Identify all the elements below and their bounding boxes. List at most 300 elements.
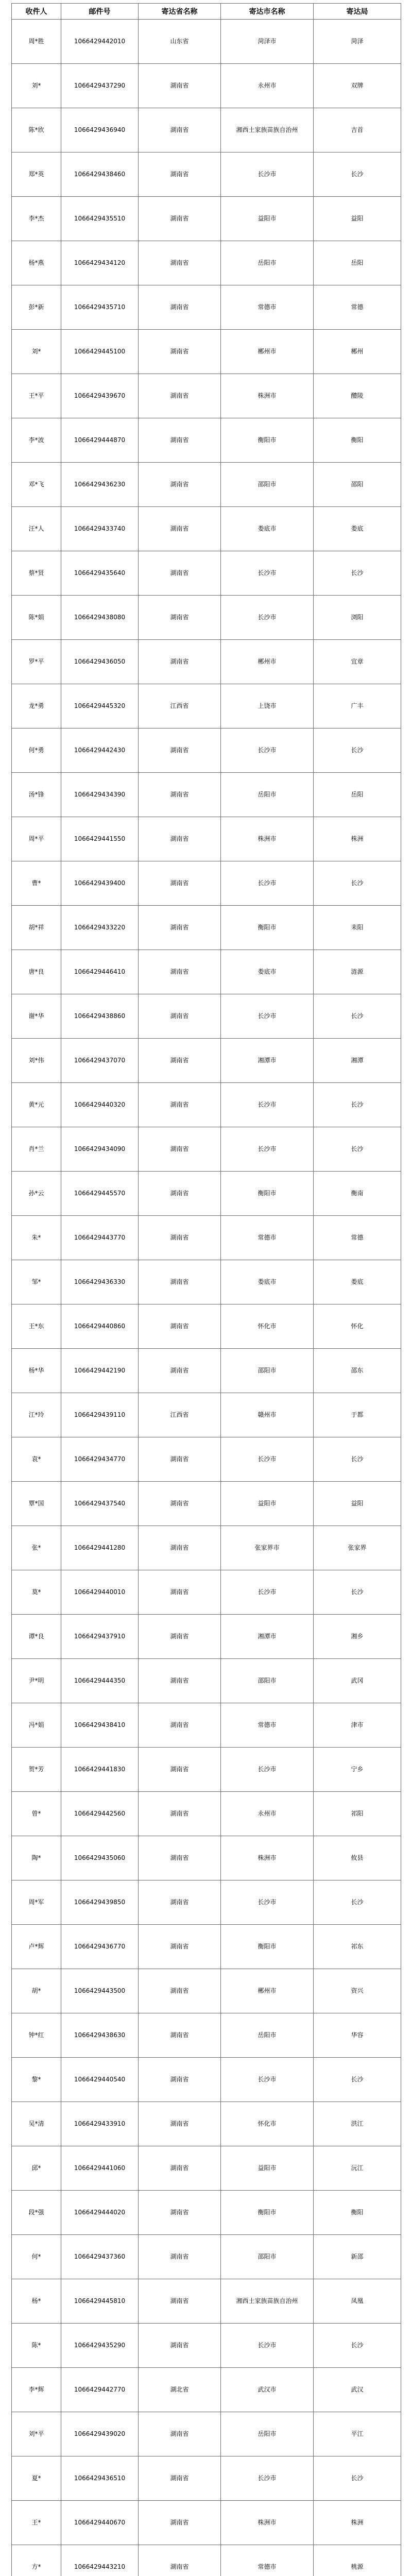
cell-post-office: 凤凰 xyxy=(314,2279,401,2324)
cell-province: 湖南省 xyxy=(139,197,221,241)
cell-recipient: 周*军 xyxy=(12,1880,61,1925)
cell-mail-number: 1066429436050 xyxy=(61,640,139,684)
table-row xyxy=(12,418,401,463)
cell-province: 湖南省 xyxy=(139,1482,221,1526)
cell-mail-number: 1066429435060 xyxy=(61,1836,139,1880)
cell-recipient: 胡*祥 xyxy=(12,906,61,950)
cell-post-office: 湘潭 xyxy=(314,1039,401,1083)
cell-post-office: 耒阳 xyxy=(314,906,401,950)
cell-province: 湖南省 xyxy=(139,1437,221,1482)
cell-recipient: 吴*清 xyxy=(12,2102,61,2146)
cell-mail-number: 1066429436510 xyxy=(61,2456,139,2501)
cell-mail-number: 1066429438860 xyxy=(61,994,139,1039)
cell-post-office: 长沙 xyxy=(314,1437,401,1482)
cell-province: 湖南省 xyxy=(139,1659,221,1703)
cell-recipient: 王*平 xyxy=(12,374,61,418)
table-row xyxy=(12,861,401,906)
cell-recipient: 邱* xyxy=(12,2146,61,2191)
header-province: 寄达省名称 xyxy=(139,4,221,20)
cell-province: 湖南省 xyxy=(139,1615,221,1659)
cell-post-office: 长沙 xyxy=(314,1127,401,1172)
header-mail-number: 邮件号 xyxy=(61,4,139,20)
cell-mail-number: 1066429438630 xyxy=(61,2013,139,2058)
table-row xyxy=(12,2324,401,2368)
table-row xyxy=(12,1482,401,1526)
cell-province: 湖南省 xyxy=(139,1703,221,1748)
table-row xyxy=(12,1836,401,1880)
table-row xyxy=(12,1615,401,1659)
cell-recipient: 刘* xyxy=(12,64,61,108)
cell-province: 湖北省 xyxy=(139,2368,221,2412)
cell-recipient: 周*平 xyxy=(12,817,61,861)
cell-recipient: 卢*辉 xyxy=(12,1925,61,1969)
cell-mail-number: 1066429435290 xyxy=(61,2324,139,2368)
cell-post-office: 宜章 xyxy=(314,640,401,684)
cell-province: 湖南省 xyxy=(139,241,221,285)
cell-mail-number: 1066429442430 xyxy=(61,728,139,773)
table-row xyxy=(12,2058,401,2102)
cell-province: 湖南省 xyxy=(139,1039,221,1083)
table-row xyxy=(12,1703,401,1748)
cell-recipient: 彭*新 xyxy=(12,285,61,330)
cell-city: 永州市 xyxy=(221,1792,314,1836)
cell-post-office: 衡阳 xyxy=(314,2191,401,2235)
cell-city: 湘潭市 xyxy=(221,1039,314,1083)
cell-post-office: 长沙 xyxy=(314,1083,401,1127)
cell-province: 湖南省 xyxy=(139,1260,221,1304)
cell-post-office: 张家界 xyxy=(314,1526,401,1570)
cell-province: 湖南省 xyxy=(139,507,221,551)
cell-province: 湖南省 xyxy=(139,1083,221,1127)
cell-province: 湖南省 xyxy=(139,596,221,640)
cell-province: 湖南省 xyxy=(139,1836,221,1880)
table-row xyxy=(12,1748,401,1792)
cell-province: 湖南省 xyxy=(139,1172,221,1216)
cell-recipient: 覃*国 xyxy=(12,1482,61,1526)
cell-recipient: 王* xyxy=(12,2501,61,2545)
table-row xyxy=(12,152,401,197)
cell-province: 湖南省 xyxy=(139,2545,221,2576)
cell-province: 湖南省 xyxy=(139,2235,221,2279)
cell-city: 邵阳市 xyxy=(221,463,314,507)
cell-city: 武汉市 xyxy=(221,2368,314,2412)
cell-city: 长沙市 xyxy=(221,1127,314,1172)
cell-post-office: 长沙 xyxy=(314,2058,401,2102)
cell-recipient: 莫* xyxy=(12,1570,61,1615)
cell-post-office: 平江 xyxy=(314,2412,401,2456)
cell-mail-number: 1066429439850 xyxy=(61,1880,139,1925)
cell-mail-number: 1066429433740 xyxy=(61,507,139,551)
table-row xyxy=(12,773,401,817)
cell-post-office: 益阳 xyxy=(314,197,401,241)
cell-post-office: 祁阳 xyxy=(314,1792,401,1836)
cell-city: 长沙市 xyxy=(221,1083,314,1127)
table-row xyxy=(12,1216,401,1260)
cell-mail-number: 1066429434090 xyxy=(61,1127,139,1172)
cell-city: 衡阳市 xyxy=(221,906,314,950)
cell-recipient: 黄*元 xyxy=(12,1083,61,1127)
cell-province: 湖南省 xyxy=(139,640,221,684)
cell-province: 湖南省 xyxy=(139,906,221,950)
cell-province: 湖南省 xyxy=(139,2279,221,2324)
cell-post-office: 醴陵 xyxy=(314,374,401,418)
cell-mail-number: 1066429444020 xyxy=(61,2191,139,2235)
cell-province: 湖南省 xyxy=(139,950,221,994)
cell-recipient: 陈*娟 xyxy=(12,596,61,640)
table-row xyxy=(12,596,401,640)
cell-mail-number: 1066429439110 xyxy=(61,1393,139,1437)
cell-mail-number: 1066429433910 xyxy=(61,2102,139,2146)
cell-recipient: 李*杰 xyxy=(12,197,61,241)
table-row xyxy=(12,1969,401,2013)
cell-recipient: 周*胜 xyxy=(12,20,61,64)
cell-city: 上饶市 xyxy=(221,684,314,728)
cell-province: 湖南省 xyxy=(139,728,221,773)
table-row xyxy=(12,684,401,728)
cell-mail-number: 1066429437540 xyxy=(61,1482,139,1526)
cell-recipient: 王*东 xyxy=(12,1304,61,1349)
cell-province: 湖南省 xyxy=(139,1526,221,1570)
cell-city: 株洲市 xyxy=(221,2501,314,2545)
table-row xyxy=(12,1172,401,1216)
table-row xyxy=(12,1260,401,1304)
table-row xyxy=(12,1659,401,1703)
cell-recipient: 唐*良 xyxy=(12,950,61,994)
cell-post-office: 华容 xyxy=(314,2013,401,2058)
cell-city: 株洲市 xyxy=(221,374,314,418)
cell-post-office: 广丰 xyxy=(314,684,401,728)
cell-mail-number: 1066429437070 xyxy=(61,1039,139,1083)
cell-mail-number: 1066429442770 xyxy=(61,2368,139,2412)
cell-province: 湖南省 xyxy=(139,2102,221,2146)
cell-city: 娄底市 xyxy=(221,507,314,551)
cell-mail-number: 1066429445810 xyxy=(61,2279,139,2324)
cell-province: 湖南省 xyxy=(139,463,221,507)
cell-post-office: 洪江 xyxy=(314,2102,401,2146)
cell-mail-number: 1066429442560 xyxy=(61,1792,139,1836)
table-row xyxy=(12,2146,401,2191)
table-row xyxy=(12,1304,401,1349)
cell-city: 岳阳市 xyxy=(221,2412,314,2456)
cell-mail-number: 1066429437910 xyxy=(61,1615,139,1659)
table-row xyxy=(12,374,401,418)
table-row xyxy=(12,2545,401,2576)
cell-recipient: 刘*平 xyxy=(12,2412,61,2456)
table-row xyxy=(12,463,401,507)
cell-mail-number: 1066429444350 xyxy=(61,1659,139,1703)
cell-mail-number: 1066429433220 xyxy=(61,906,139,950)
cell-city: 长沙市 xyxy=(221,1880,314,1925)
cell-city: 长沙市 xyxy=(221,994,314,1039)
cell-mail-number: 1066429438080 xyxy=(61,596,139,640)
cell-post-office: 常德 xyxy=(314,1216,401,1260)
cell-recipient: 钟*红 xyxy=(12,2013,61,2058)
cell-city: 长沙市 xyxy=(221,1748,314,1792)
cell-city: 长沙市 xyxy=(221,861,314,906)
cell-city: 衡阳市 xyxy=(221,418,314,463)
cell-post-office: 长沙 xyxy=(314,861,401,906)
cell-city: 常德市 xyxy=(221,1703,314,1748)
table-row xyxy=(12,330,401,374)
table-row xyxy=(12,197,401,241)
cell-recipient: 夏* xyxy=(12,2456,61,2501)
cell-mail-number: 1066429441280 xyxy=(61,1526,139,1570)
table-row xyxy=(12,728,401,773)
cell-city: 赣州市 xyxy=(221,1393,314,1437)
table-row xyxy=(12,2191,401,2235)
cell-post-office: 长沙 xyxy=(314,2456,401,2501)
cell-city: 岳阳市 xyxy=(221,2013,314,2058)
table-row xyxy=(12,64,401,108)
cell-province: 江西省 xyxy=(139,1393,221,1437)
table-row xyxy=(12,1039,401,1083)
cell-post-office: 武冈 xyxy=(314,1659,401,1703)
cell-province: 湖南省 xyxy=(139,418,221,463)
cell-mail-number: 1066429437360 xyxy=(61,2235,139,2279)
cell-province: 湖南省 xyxy=(139,1880,221,1925)
cell-recipient: 陶* xyxy=(12,1836,61,1880)
cell-post-office: 岳阳 xyxy=(314,241,401,285)
header-recipient: 收件人 xyxy=(12,4,61,20)
cell-mail-number: 1066429440320 xyxy=(61,1083,139,1127)
table-row xyxy=(12,1083,401,1127)
cell-province: 湖南省 xyxy=(139,551,221,596)
table-row xyxy=(12,950,401,994)
cell-mail-number: 1066429436770 xyxy=(61,1925,139,1969)
cell-post-office: 岳阳 xyxy=(314,773,401,817)
table-row xyxy=(12,1349,401,1393)
table-row xyxy=(12,2501,401,2545)
table-row xyxy=(12,241,401,285)
cell-post-office: 邵东 xyxy=(314,1349,401,1393)
cell-city: 湘西土家族苗族自治州 xyxy=(221,108,314,152)
cell-recipient: 邓*飞 xyxy=(12,463,61,507)
cell-recipient: 袁* xyxy=(12,1437,61,1482)
cell-province: 湖南省 xyxy=(139,994,221,1039)
cell-province: 湖南省 xyxy=(139,2324,221,2368)
cell-mail-number: 1066429436330 xyxy=(61,1260,139,1304)
cell-city: 常德市 xyxy=(221,285,314,330)
cell-mail-number: 1066429436230 xyxy=(61,463,139,507)
cell-recipient: 肖*兰 xyxy=(12,1127,61,1172)
cell-city: 长沙市 xyxy=(221,2456,314,2501)
cell-city: 常德市 xyxy=(221,2545,314,2576)
cell-province: 湖南省 xyxy=(139,1304,221,1349)
cell-recipient: 尹*明 xyxy=(12,1659,61,1703)
cell-recipient: 方* xyxy=(12,2545,61,2576)
table-row xyxy=(12,1792,401,1836)
cell-post-office: 宁乡 xyxy=(314,1748,401,1792)
cell-recipient: 何*勇 xyxy=(12,728,61,773)
cell-province: 湖南省 xyxy=(139,330,221,374)
cell-province: 湖南省 xyxy=(139,2456,221,2501)
cell-recipient: 李*辉 xyxy=(12,2368,61,2412)
cell-post-office: 祁东 xyxy=(314,1925,401,1969)
cell-recipient: 罗*平 xyxy=(12,640,61,684)
table-row xyxy=(12,906,401,950)
cell-mail-number: 1066429441550 xyxy=(61,817,139,861)
cell-province: 山东省 xyxy=(139,20,221,64)
cell-post-office: 长沙 xyxy=(314,1570,401,1615)
cell-recipient: 郑*英 xyxy=(12,152,61,197)
table-row xyxy=(12,2368,401,2412)
cell-province: 湖南省 xyxy=(139,285,221,330)
cell-city: 湘西土家族苗族自治州 xyxy=(221,2279,314,2324)
cell-post-office: 长沙 xyxy=(314,152,401,197)
cell-city: 张家界市 xyxy=(221,1526,314,1570)
cell-recipient: 邹* xyxy=(12,1260,61,1304)
cell-recipient: 杨* xyxy=(12,2279,61,2324)
table-row xyxy=(12,108,401,152)
cell-recipient: 朱* xyxy=(12,1216,61,1260)
cell-mail-number: 1066429440540 xyxy=(61,2058,139,2102)
cell-recipient: 汤*锋 xyxy=(12,773,61,817)
cell-post-office: 长沙 xyxy=(314,994,401,1039)
table-row xyxy=(12,994,401,1039)
cell-city: 常德市 xyxy=(221,1216,314,1260)
cell-recipient: 陈* xyxy=(12,2324,61,2368)
cell-post-office: 衡阳 xyxy=(314,418,401,463)
cell-province: 湖南省 xyxy=(139,773,221,817)
cell-mail-number: 1066429438410 xyxy=(61,1703,139,1748)
cell-mail-number: 1066429438460 xyxy=(61,152,139,197)
cell-province: 湖南省 xyxy=(139,2146,221,2191)
cell-province: 湖南省 xyxy=(139,1127,221,1172)
table-row xyxy=(12,1526,401,1570)
cell-mail-number: 1066429440860 xyxy=(61,1304,139,1349)
cell-city: 衡阳市 xyxy=(221,1172,314,1216)
cell-recipient: 谢*华 xyxy=(12,994,61,1039)
cell-mail-number: 1066429443770 xyxy=(61,1216,139,1260)
table-row xyxy=(12,1570,401,1615)
cell-city: 郴州市 xyxy=(221,1969,314,2013)
cell-province: 湖南省 xyxy=(139,1925,221,1969)
cell-mail-number: 1066429437290 xyxy=(61,64,139,108)
cell-mail-number: 1066429445570 xyxy=(61,1172,139,1216)
cell-province: 湖南省 xyxy=(139,2412,221,2456)
cell-city: 长沙市 xyxy=(221,728,314,773)
cell-city: 衡阳市 xyxy=(221,1925,314,1969)
cell-post-office: 资兴 xyxy=(314,1969,401,2013)
cell-city: 永州市 xyxy=(221,64,314,108)
cell-city: 株洲市 xyxy=(221,1836,314,1880)
cell-post-office: 郴州 xyxy=(314,330,401,374)
cell-recipient: 黎* xyxy=(12,2058,61,2102)
cell-recipient: 刘* xyxy=(12,330,61,374)
cell-mail-number: 1066429441830 xyxy=(61,1748,139,1792)
cell-recipient: 李*波 xyxy=(12,418,61,463)
cell-recipient: 谭*良 xyxy=(12,1615,61,1659)
cell-city: 岳阳市 xyxy=(221,241,314,285)
table-row xyxy=(12,640,401,684)
cell-province: 湖南省 xyxy=(139,1748,221,1792)
cell-city: 长沙市 xyxy=(221,596,314,640)
cell-mail-number: 1066429439020 xyxy=(61,2412,139,2456)
cell-mail-number: 1066429445100 xyxy=(61,330,139,374)
cell-mail-number: 1066429445320 xyxy=(61,684,139,728)
cell-recipient: 胡* xyxy=(12,1969,61,2013)
cell-city: 岳阳市 xyxy=(221,773,314,817)
cell-city: 益阳市 xyxy=(221,1482,314,1526)
cell-mail-number: 1066429440010 xyxy=(61,1570,139,1615)
cell-post-office: 湘乡 xyxy=(314,1615,401,1659)
cell-mail-number: 1066429439670 xyxy=(61,374,139,418)
cell-post-office: 株洲 xyxy=(314,817,401,861)
cell-mail-number: 1066429435640 xyxy=(61,551,139,596)
table-row xyxy=(12,1880,401,1925)
table-row xyxy=(12,2235,401,2279)
table-row xyxy=(12,1127,401,1172)
cell-post-office: 沅江 xyxy=(314,2146,401,2191)
cell-city: 长沙市 xyxy=(221,1437,314,1482)
cell-city: 郴州市 xyxy=(221,640,314,684)
table-row xyxy=(12,2412,401,2456)
cell-mail-number: 1066429440670 xyxy=(61,2501,139,2545)
cell-recipient: 曹* xyxy=(12,861,61,906)
cell-city: 邵阳市 xyxy=(221,2235,314,2279)
cell-post-office: 武汉 xyxy=(314,2368,401,2412)
header-post-office: 寄达局 xyxy=(314,4,401,20)
cell-province: 湖南省 xyxy=(139,152,221,197)
cell-post-office: 吉首 xyxy=(314,108,401,152)
cell-mail-number: 1066429435710 xyxy=(61,285,139,330)
document-sheet xyxy=(11,3,401,2576)
cell-post-office: 衡南 xyxy=(314,1172,401,1216)
cell-city: 益阳市 xyxy=(221,197,314,241)
cell-post-office: 长沙 xyxy=(314,728,401,773)
cell-city: 怀化市 xyxy=(221,1304,314,1349)
cell-post-office: 娄底 xyxy=(314,507,401,551)
cell-province: 湖南省 xyxy=(139,1792,221,1836)
cell-province: 湖南省 xyxy=(139,374,221,418)
cell-recipient: 陈*欣 xyxy=(12,108,61,152)
cell-mail-number: 1066429441060 xyxy=(61,2146,139,2191)
table-row xyxy=(12,551,401,596)
cell-post-office: 常德 xyxy=(314,285,401,330)
cell-recipient: 何* xyxy=(12,2235,61,2279)
cell-recipient: 段*强 xyxy=(12,2191,61,2235)
cell-province: 湖南省 xyxy=(139,2058,221,2102)
table-row xyxy=(12,2102,401,2146)
cell-city: 湘潭市 xyxy=(221,1615,314,1659)
cell-recipient: 汪*人 xyxy=(12,507,61,551)
cell-post-office: 邵阳 xyxy=(314,463,401,507)
cell-recipient: 冯*娟 xyxy=(12,1703,61,1748)
table-row xyxy=(12,507,401,551)
cell-mail-number: 1066429434120 xyxy=(61,241,139,285)
cell-city: 娄底市 xyxy=(221,950,314,994)
cell-province: 湖南省 xyxy=(139,1216,221,1260)
cell-city: 怀化市 xyxy=(221,2102,314,2146)
cell-post-office: 涟源 xyxy=(314,950,401,994)
cell-province: 湖南省 xyxy=(139,1349,221,1393)
cell-city: 邵阳市 xyxy=(221,1659,314,1703)
cell-post-office: 新邵 xyxy=(314,2235,401,2279)
cell-province: 湖南省 xyxy=(139,2501,221,2545)
cell-mail-number: 1066429434770 xyxy=(61,1437,139,1482)
cell-mail-number: 1066429443500 xyxy=(61,1969,139,2013)
cell-recipient: 杨*华 xyxy=(12,1349,61,1393)
cell-recipient: 龙*勇 xyxy=(12,684,61,728)
cell-city: 株洲市 xyxy=(221,817,314,861)
cell-post-office: 长沙 xyxy=(314,551,401,596)
cell-city: 衡阳市 xyxy=(221,2191,314,2235)
cell-city: 菏泽市 xyxy=(221,20,314,64)
cell-post-office: 攸县 xyxy=(314,1836,401,1880)
cell-city: 长沙市 xyxy=(221,1570,314,1615)
cell-city: 郴州市 xyxy=(221,330,314,374)
cell-province: 江西省 xyxy=(139,684,221,728)
